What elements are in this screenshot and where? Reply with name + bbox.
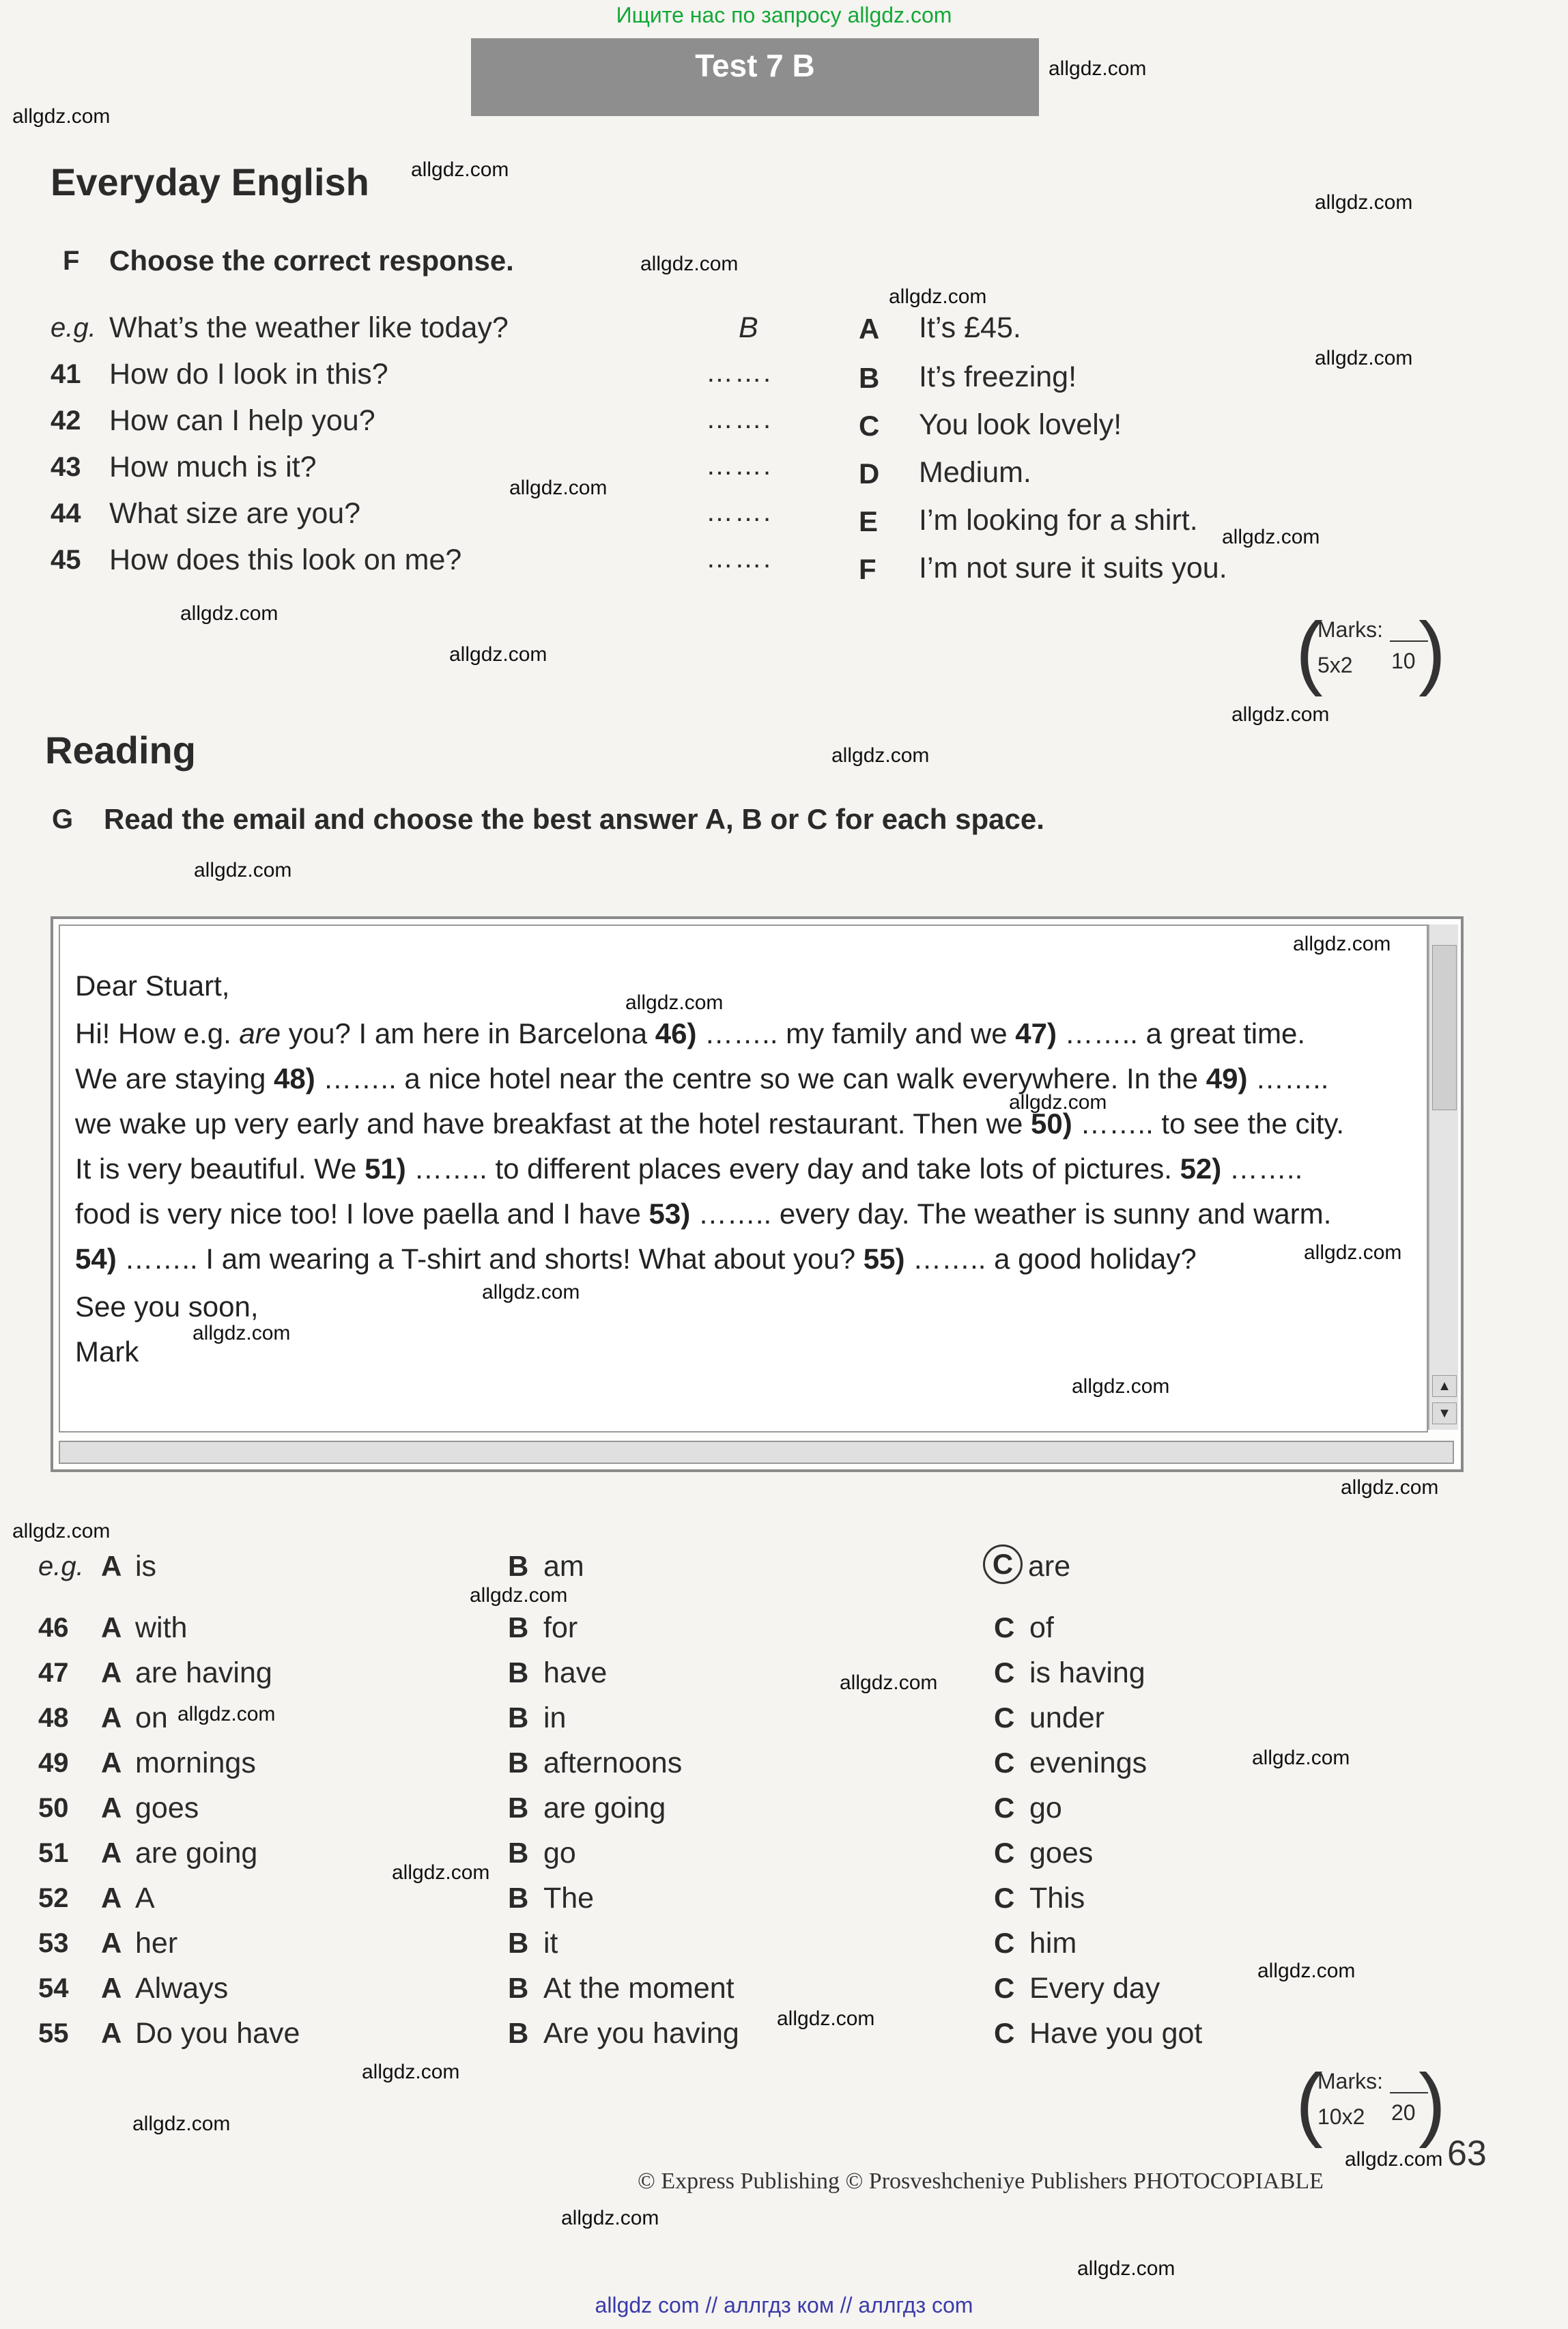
option-letter-b: B [508, 1611, 529, 1643]
option-letter-a: A [101, 1792, 122, 1824]
question-text: How does this look on me? [109, 544, 462, 576]
question-number: e.g. [51, 313, 96, 343]
option-a[interactable]: goes [135, 1792, 199, 1824]
option-letter-a: A [101, 1550, 122, 1582]
question-number: 41 [51, 359, 81, 389]
scroll-down-icon[interactable]: ▼ [1432, 1402, 1457, 1424]
watermark-link[interactable]: allgdz.com [1315, 347, 1413, 369]
watermark-link[interactable]: allgdz.com [392, 1861, 490, 1884]
watermark-link[interactable]: allgdz.com [1293, 933, 1391, 955]
option-c[interactable]: is having [1029, 1656, 1145, 1689]
watermark-link[interactable]: allgdz.com [831, 744, 930, 767]
watermark-link[interactable]: allgdz.com [1252, 1747, 1350, 1769]
watermark-link[interactable]: allgdz.com [625, 991, 724, 1014]
watermark-link[interactable]: allgdz.com [193, 1322, 291, 1344]
watermark-link[interactable]: allgdz.com [1077, 2257, 1175, 2280]
option-letter-b: B [508, 1702, 529, 1734]
answer-text: Medium. [919, 456, 1031, 489]
option-letter-c: C [994, 1927, 1015, 1959]
option-number: 48 [38, 1703, 69, 1733]
option-c[interactable]: Have you got [1029, 2017, 1203, 2050]
option-a[interactable]: are going [135, 1837, 258, 1869]
watermark-link[interactable]: allgdz.com [561, 2207, 659, 2229]
option-letter-c: C [994, 1656, 1015, 1689]
top-banner[interactable]: Ищите нас по запросу allgdz.com [616, 3, 952, 27]
option-number: e.g. [38, 1551, 84, 1581]
watermark-link[interactable]: allgdz.com [1009, 1091, 1107, 1114]
option-a[interactable]: Always [135, 1972, 229, 2005]
watermark-link[interactable]: allgdz.com [12, 105, 111, 128]
paren-right: ) [1419, 2057, 1446, 2149]
marks-multiplier: 10x2 [1317, 2104, 1365, 2129]
option-c[interactable]: goes [1029, 1837, 1094, 1869]
email-line: Mark [75, 1336, 139, 1368]
option-letter-c: C [994, 1611, 1015, 1643]
task-letter-f: F [63, 246, 80, 276]
watermark-link[interactable]: allgdz.com [1341, 1476, 1439, 1499]
marks-label: Marks: [1317, 2069, 1383, 2093]
section-heading-reading: Reading [45, 729, 196, 772]
watermark-link[interactable]: allgdz.com [889, 285, 987, 308]
option-c[interactable]: go [1029, 1792, 1062, 1824]
option-letter-c: C [994, 1792, 1015, 1824]
watermark-link[interactable]: allgdz.com [1222, 526, 1320, 548]
option-b[interactable]: for [543, 1611, 578, 1644]
email-line: See you soon, [75, 1290, 259, 1323]
answer-text: It’s freezing! [919, 361, 1077, 393]
answer-letter: A [859, 313, 880, 345]
watermark-link[interactable]: allgdz.com [777, 2007, 875, 2030]
answer-blank[interactable]: ……. [706, 544, 773, 574]
answer-text: You look lovely! [919, 408, 1122, 441]
option-letter-b: B [508, 1792, 529, 1824]
option-c[interactable]: of [1029, 1611, 1054, 1644]
email-line: food is very nice too! I love paella and I have 53) …….. every day. The weather is sunny and warm. [75, 1198, 1332, 1230]
option-letter-a: A [101, 2017, 122, 2049]
marks-multiplier: 5x2 [1317, 653, 1353, 677]
scroll-thumb[interactable] [1432, 945, 1457, 1110]
email-line: Hi! How e.g. are you? I am here in Barcelona 46) …….. my family and we 47) …….. a great time. [75, 1017, 1306, 1049]
option-a[interactable]: her [135, 1927, 178, 1960]
option-c[interactable]: under [1029, 1702, 1104, 1734]
question-text: How do I look in this? [109, 358, 388, 391]
watermark-link[interactable]: allgdz.com [1231, 703, 1330, 726]
question-number: 44 [51, 498, 81, 528]
answer-text: I’m not sure it suits you. [919, 552, 1227, 584]
option-number: 54 [38, 1973, 69, 2003]
option-letter-c: C [994, 1882, 1015, 1914]
option-letter-c: C [994, 1747, 1015, 1779]
watermark-link[interactable]: allgdz.com [449, 643, 547, 666]
answer-blank[interactable]: ……. [706, 404, 773, 434]
email-statusbar [59, 1441, 1454, 1464]
answer-text: It’s £45. [919, 311, 1021, 344]
watermark-link[interactable]: allgdz.com [640, 253, 739, 275]
watermark-link[interactable]: allgdz.com [482, 1281, 580, 1303]
question-text: What’s the weather like today? [109, 311, 509, 344]
option-letter-b: B [508, 1972, 529, 2004]
option-a[interactable]: Do you have [135, 2017, 300, 2050]
page-number: 63 [1447, 2134, 1487, 2173]
option-letter-b: B [508, 1656, 529, 1689]
option-a[interactable]: A [135, 1882, 155, 1915]
email-line: It is very beautiful. We 51) …….. to different places every day and take lots of pictures. 52) …….. [75, 1153, 1303, 1185]
option-letter-a: A [101, 1882, 122, 1914]
option-letter-b: B [508, 1837, 529, 1869]
option-letter-a: A [101, 1656, 122, 1689]
option-b[interactable]: afternoons [543, 1747, 683, 1779]
option-b[interactable]: Are you having [543, 2017, 739, 2050]
option-letter-a: A [101, 1747, 122, 1779]
option-a[interactable]: with [135, 1611, 188, 1644]
watermark-link[interactable]: allgdz.com [362, 2061, 460, 2083]
option-a[interactable]: are having [135, 1656, 272, 1689]
option-b[interactable]: go [543, 1837, 576, 1869]
watermark-link[interactable]: allgdz.com [840, 1671, 938, 1694]
watermark-link[interactable]: allgdz.com [470, 1584, 568, 1607]
option-b[interactable]: The [543, 1882, 595, 1915]
email-line: 54) …….. I am wearing a T-shirt and shorts! What about you? 55) …….. a good holiday? [75, 1243, 1197, 1275]
watermark-link[interactable]: allgdz.com [177, 1703, 276, 1725]
option-number: 50 [38, 1793, 69, 1823]
email-window [51, 916, 1464, 1472]
option-number: 53 [38, 1928, 69, 1958]
option-b[interactable]: are going [543, 1792, 666, 1824]
paren-right: ) [1419, 606, 1446, 697]
option-letter-c: C [994, 1972, 1015, 2004]
option-b[interactable]: am [543, 1550, 584, 1583]
option-letter-a: A [101, 1972, 122, 2004]
option-number: 47 [38, 1658, 69, 1688]
question-text: How much is it? [109, 451, 317, 483]
watermark-link[interactable]: allgdz.com [1304, 1241, 1402, 1264]
marks-label: Marks: [1317, 617, 1383, 642]
option-letter-b: B [508, 1927, 529, 1959]
option-c[interactable]: him [1029, 1927, 1077, 1960]
answer-blank[interactable]: ……. [706, 358, 773, 388]
paren-left: ( [1296, 606, 1323, 697]
option-number: 46 [38, 1613, 69, 1643]
answer-blank[interactable]: ……. [706, 451, 773, 481]
watermark-link[interactable]: allgdz.com [132, 2113, 231, 2135]
watermark-link[interactable]: allgdz.com [12, 1520, 111, 1542]
answer-letter: C [859, 410, 880, 442]
watermark-link[interactable]: allgdz.com [194, 859, 292, 881]
option-number: 52 [38, 1883, 69, 1913]
option-letter-a: A [101, 1702, 122, 1734]
option-b[interactable]: have [543, 1656, 608, 1689]
option-number: 51 [38, 1838, 69, 1868]
option-letter-b: B [508, 1882, 529, 1914]
watermark-link[interactable]: allgdz.com [1257, 1960, 1356, 1982]
option-letter-b: B [508, 1550, 529, 1582]
watermark-link[interactable]: allgdz.com [509, 477, 608, 499]
option-letter-c: C [994, 1837, 1015, 1869]
marks-total: 10 [1391, 649, 1416, 673]
question-number: 43 [51, 452, 81, 482]
watermark-link[interactable]: allgdz.com [180, 602, 279, 625]
question-text: How can I help you? [109, 404, 375, 437]
option-letter-a: A [101, 1611, 122, 1643]
option-b[interactable]: in [543, 1702, 567, 1734]
task-instruction-f: Choose the correct response. [109, 244, 514, 277]
option-letter-b: B [508, 2017, 529, 2049]
option-number: 49 [38, 1748, 69, 1778]
scroll-up-icon[interactable]: ▲ [1432, 1375, 1457, 1397]
option-number: 55 [38, 2018, 69, 2048]
option-c[interactable]: Every day [1029, 1972, 1160, 2005]
example-word: are [239, 1017, 281, 1049]
copyright-footer: © Express Publishing © Prosveshcheniye Publishers PHOTOCOPIABLE [638, 2169, 1324, 2194]
option-c[interactable]: are [1028, 1550, 1071, 1583]
option-letter-a: A [101, 1927, 122, 1959]
paren-left: ( [1296, 2057, 1323, 2149]
option-b[interactable]: it [543, 1927, 558, 1960]
watermark-link[interactable]: allgdz.com [411, 158, 509, 181]
email-line: we wake up very early and have breakfast at the hotel restaurant. Then we 50) …….. to see the city. [75, 1107, 1345, 1140]
marks-box-f [1296, 606, 1446, 699]
answer-blank[interactable]: ……. [706, 497, 773, 527]
email-line: We are staying 48) …….. a nice hotel near the centre so we can walk everywhere. In the 49) …….. [75, 1062, 1329, 1095]
email-line: Dear Stuart, [75, 970, 230, 1002]
option-b[interactable]: At the moment [543, 1972, 735, 2005]
option-a[interactable]: is [135, 1550, 157, 1583]
option-c[interactable]: This [1029, 1882, 1085, 1915]
answer-letter: E [859, 505, 879, 537]
marks-box-g [1296, 2057, 1446, 2151]
option-letter-c-circled [983, 1544, 1023, 1584]
option-a[interactable]: mornings [135, 1747, 256, 1779]
watermark-link[interactable]: allgdz.com [1315, 191, 1413, 214]
option-letter-a: A [101, 1837, 122, 1869]
task-letter-g: G [52, 804, 74, 834]
watermark-link[interactable]: allgdz.com [1049, 57, 1147, 80]
question-number: 45 [51, 545, 81, 575]
email-scrollbar[interactable] [1428, 924, 1458, 1430]
option-letter-c: C [994, 1702, 1015, 1734]
option-letter-c: C [994, 2017, 1015, 2049]
option-a[interactable]: on [135, 1702, 168, 1734]
task-instruction-g: Read the email and choose the best answer A, B or C for each space. [104, 803, 1044, 835]
watermark-link[interactable]: allgdz.com [1345, 2148, 1443, 2171]
bottom-banner[interactable]: allgdz com // аллгдз ком // аллгдз com [595, 2293, 973, 2317]
marks-total: 20 [1391, 2100, 1416, 2125]
section-heading-everyday-english: Everyday English [51, 160, 369, 203]
option-c[interactable]: evenings [1029, 1747, 1148, 1779]
question-number: 42 [51, 406, 81, 436]
answer-letter: F [859, 553, 876, 585]
test-title: Test 7 B [471, 38, 1039, 116]
option-letter-b: B [508, 1747, 529, 1779]
watermark-link[interactable]: allgdz.com [1072, 1375, 1170, 1398]
circled-answer-icon: C [983, 1544, 1023, 1584]
example-answer: B [739, 311, 758, 344]
answer-text: I’m looking for a shirt. [919, 504, 1198, 537]
answer-letter: B [859, 362, 880, 394]
question-text: What size are you? [109, 497, 361, 530]
answer-letter: D [859, 457, 880, 490]
